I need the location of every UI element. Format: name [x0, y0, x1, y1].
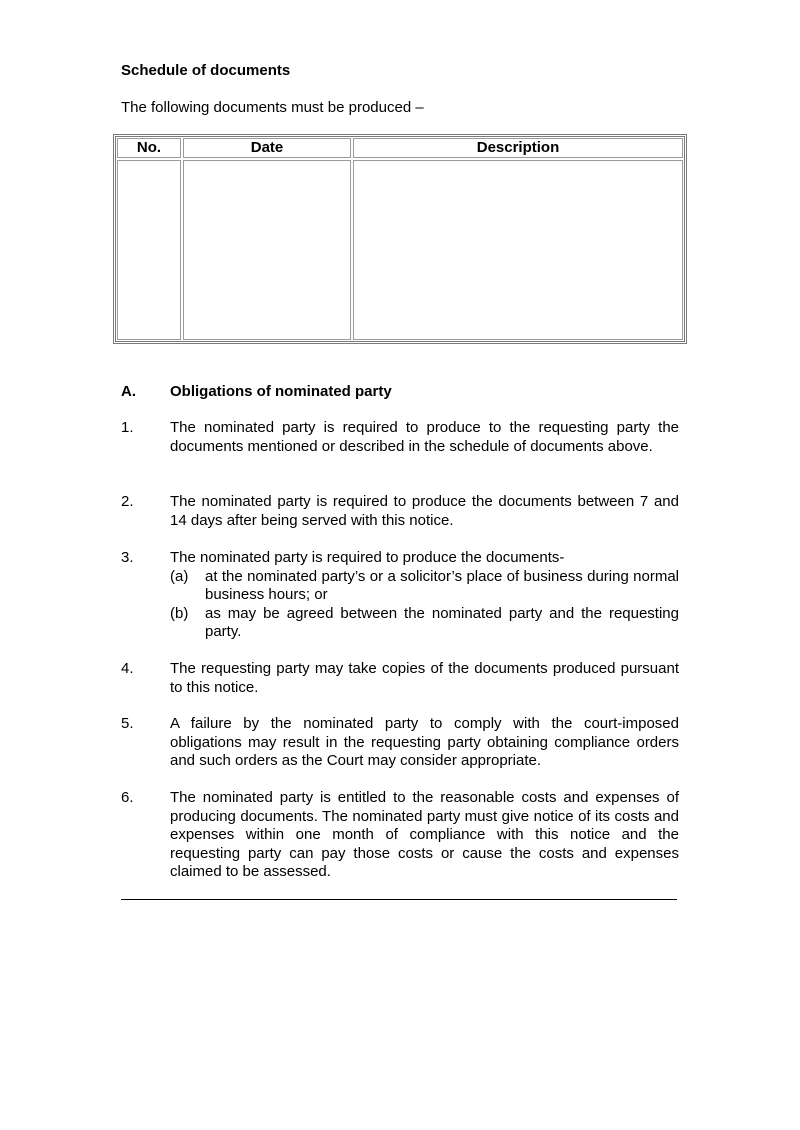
subitem-text: at the nominated party’s or a solicitor’s place of business during normal business hours; or: [205, 567, 679, 604]
column-header-date: Date: [183, 138, 351, 158]
table-cell-date: [183, 160, 351, 340]
item-number: 6.: [121, 789, 134, 806]
item-number: 3.: [121, 549, 134, 566]
item-number: 5.: [121, 715, 134, 732]
schedule-heading: Schedule of documents: [121, 62, 291, 79]
list-item-2: [121, 493, 679, 530]
subitem-a: [170, 568, 679, 605]
section-a-number: A.: [121, 383, 136, 400]
subitem-label: (a): [170, 567, 189, 585]
subitem-b: [170, 605, 679, 642]
table-cell-description: [353, 160, 683, 340]
list-item-5: [121, 715, 679, 771]
section-a-title: Obligations of nominated party: [170, 383, 392, 400]
schedule-intro: The following documents must be produced –: [121, 99, 424, 116]
item-text: The nominated party is required to produce to the requesting party the documents mentioned or described in the schedule of documents above.: [170, 419, 679, 455]
list-item-3: [121, 549, 679, 642]
subitem-text: as may be agreed between the nominated party and the requesting party.: [205, 604, 679, 641]
item-text: The nominated party is entitled to the reasonable costs and expenses of producing documents. The nominated party must give notice of its costs and expenses within one month of compliance with this notice and the requesting party can pay those costs or cause the costs and expenses claimed to be assessed.: [170, 789, 679, 881]
column-header-no: No.: [117, 138, 181, 158]
item-text: The requesting party may take copies of the documents produced pursuant to this notice.: [170, 660, 679, 696]
item-number: 4.: [121, 660, 134, 677]
list-item-1: [121, 419, 679, 456]
column-header-description: Description: [353, 138, 683, 158]
item-text: A failure by the nominated party to comply with the court-imposed obligations may result in the requesting party obtaining compliance orders and such orders as the Court may consider appropriate.: [170, 715, 679, 770]
list-item-6: [121, 789, 679, 882]
subitem-label: (b): [170, 604, 189, 622]
schedule-table: [113, 134, 687, 344]
item-number: 2.: [121, 493, 134, 510]
item-text: The nominated party is required to produce the documents between 7 and 14 days after being served with this notice.: [170, 493, 679, 529]
item-number: 1.: [121, 419, 134, 436]
list-item-4: [121, 660, 679, 697]
horizontal-rule: [121, 899, 677, 900]
table-cell-no: [117, 160, 181, 340]
item-text: The nominated party is required to produce the documents-: [170, 549, 565, 566]
